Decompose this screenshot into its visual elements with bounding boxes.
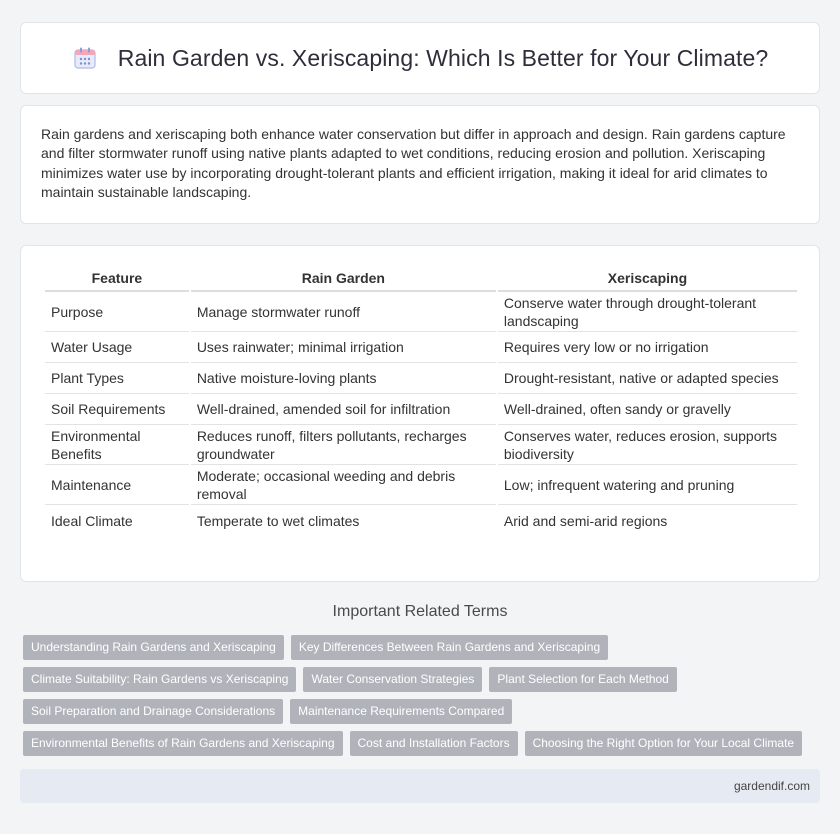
table-row xyxy=(45,505,797,536)
related-tag[interactable]: Soil Preparation and Drainage Considerations xyxy=(23,699,283,724)
related-tag[interactable]: Climate Suitability: Rain Gardens vs Xeriscaping xyxy=(23,667,296,692)
table-row xyxy=(45,425,797,465)
xeriscaping-cell: Requires very low or no irrigation xyxy=(498,332,797,363)
header-card xyxy=(20,22,820,94)
related-tag[interactable]: Maintenance Requirements Compared xyxy=(290,699,512,724)
feature-cell: Soil Requirements xyxy=(45,394,189,425)
related-terms-title: Important Related Terms xyxy=(332,603,508,620)
related-tag[interactable]: Environmental Benefits of Rain Gardens and Xeriscaping xyxy=(23,731,343,756)
feature-cell: Maintenance xyxy=(45,465,189,505)
xeriscaping-cell: Low; infrequent watering and pruning xyxy=(498,465,797,505)
related-tag[interactable]: Choosing the Right Option for Your Local Climate xyxy=(525,731,803,756)
table-header-row xyxy=(45,264,797,292)
xeriscaping-cell: Arid and semi-arid regions xyxy=(503,512,668,529)
rain-garden-cell: Temperate to wet climates xyxy=(196,512,360,529)
title-wrap xyxy=(72,45,769,72)
footer-site-name[interactable]: gardendif.com xyxy=(733,779,810,793)
tag-row xyxy=(23,667,677,692)
table-row xyxy=(45,394,797,425)
header-rain-garden: Rain Garden xyxy=(191,264,496,292)
intro-paragraph: Rain gardens and xeriscaping both enhance water conservation but differ in approach and design. Rain gardens capture and filter stormwater runoff using native plants adapted to wet conditions, reducing erosion and pollution. Xeriscaping minimizes water use by incorporating drought-tolerant plants and efficient irrigation, making it ideal for arid climates to maintain sustainable landscaping. xyxy=(41,126,786,200)
xeriscaping-cell: Well-drained, often sandy or gravelly xyxy=(498,394,797,425)
related-tag[interactable]: Plant Selection for Each Method xyxy=(489,667,676,692)
related-tag[interactable]: Cost and Installation Factors xyxy=(350,731,518,756)
rain-garden-cell: Native moisture-loving plants xyxy=(191,363,496,394)
table-row xyxy=(45,292,797,332)
related-tag[interactable]: Understanding Rain Gardens and Xeriscaping xyxy=(23,635,284,660)
rain-garden-cell: Uses rainwater; minimal irrigation xyxy=(191,332,496,363)
xeriscaping-cell: Conserves water, reduces erosion, supports biodiversity xyxy=(498,425,797,465)
page-title: Rain Garden vs. Xeriscaping: Which Is Better for Your Climate? xyxy=(117,44,769,71)
table-row xyxy=(45,332,797,363)
table-row xyxy=(45,465,797,505)
comparison-table-card xyxy=(20,245,820,582)
related-tag[interactable]: Key Differences Between Rain Gardens and Xeriscaping xyxy=(291,635,608,660)
table-row xyxy=(45,363,797,394)
tag-row xyxy=(23,731,802,756)
tag-row xyxy=(23,699,512,724)
rain-garden-cell: Reduces runoff, filters pollutants, recharges groundwater xyxy=(191,425,496,465)
intro-card xyxy=(20,105,820,224)
feature-cell: Ideal Climate xyxy=(51,512,133,529)
rain-garden-cell: Moderate; occasional weeding and debris removal xyxy=(191,465,496,505)
rain-garden-cell: Well-drained, amended soil for infiltration xyxy=(191,394,496,425)
rain-garden-cell: Manage stormwater runoff xyxy=(191,292,496,332)
header-xeriscaping: Xeriscaping xyxy=(498,264,797,292)
feature-cell: Purpose xyxy=(45,292,189,332)
tag-row xyxy=(23,635,608,660)
xeriscaping-cell: Drought-resistant, native or adapted species xyxy=(498,363,797,394)
feature-cell: Water Usage xyxy=(45,332,189,363)
calendar-icon xyxy=(72,45,98,71)
related-tag[interactable]: Water Conservation Strategies xyxy=(303,667,482,692)
header-feature: Feature xyxy=(45,264,189,292)
feature-cell: Environmental Benefits xyxy=(45,425,189,465)
feature-cell: Plant Types xyxy=(45,363,189,394)
xeriscaping-cell: Conserve water through drought-tolerant landscaping xyxy=(498,292,797,332)
comparison-table xyxy=(43,264,799,536)
footer xyxy=(20,769,820,803)
